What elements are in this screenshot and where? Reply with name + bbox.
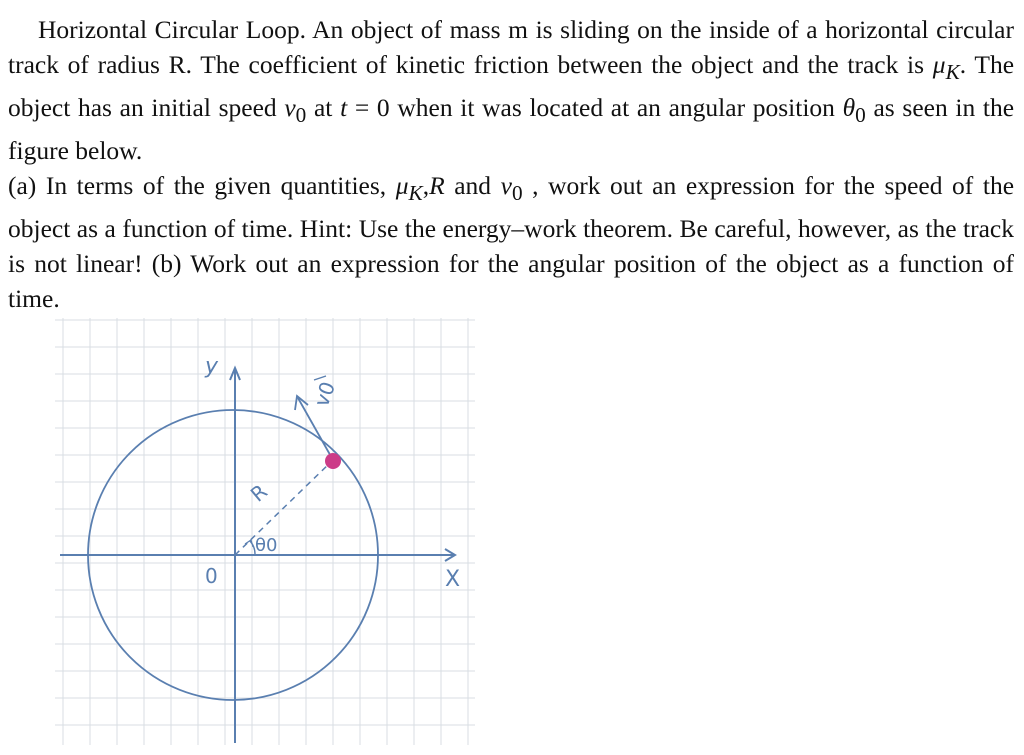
t-value: = 0: [347, 93, 390, 123]
theta-symbol: θ: [842, 93, 856, 123]
v-sub-a: 0: [511, 181, 523, 206]
v-symbol-a: v: [500, 171, 512, 201]
mu-symbol: μ: [932, 50, 946, 79]
mu-sub-a: K: [408, 181, 423, 206]
part-a-text2: , work out an expression for the speed of the object as a function of time. Hint: Use the energy–work theorem. Be careful, however, as the track is not linear!: [8, 171, 1015, 279]
intro-text2: . The object has an initial speed: [8, 50, 1015, 123]
part-b-label: (b): [151, 249, 182, 279]
v-sub: 0: [295, 103, 307, 128]
angle-label: θ0: [255, 535, 278, 556]
problem-title: Horizontal Circular Loop.: [38, 15, 306, 44]
problem-parts: [8, 168, 1014, 316]
circular-track-figure: [55, 318, 475, 745]
part-a-sep: ,: [422, 171, 430, 201]
mu-sub: K: [945, 60, 960, 85]
radius-label: R: [245, 479, 272, 507]
y-axis-label: y: [205, 354, 219, 379]
intro-text4: when it was located at an angular position: [397, 93, 835, 123]
part-a-and: and: [454, 171, 492, 201]
theta-sub: 0: [855, 103, 866, 128]
intro-text5: as seen in the figure below.: [8, 93, 1015, 166]
part-a-label: (a): [8, 171, 37, 201]
part-b-text: Work out an expression for the angular position of the object as a function of time.: [8, 249, 1014, 314]
sliding-object: [325, 453, 341, 469]
v-symbol: v: [284, 93, 296, 123]
intro-text3: at: [313, 93, 333, 123]
origin-label: 0: [205, 564, 218, 588]
x-axis-label: X: [445, 567, 461, 592]
part-a-text: In terms of the given quantities,: [45, 171, 387, 201]
t-symbol: t: [340, 93, 348, 123]
intro-text: An object of mass m is sliding on the inside of a horizontal circular track of radius R. The coefficient of kinetic friction between the object and the track is: [8, 15, 1014, 79]
problem-statement: [8, 12, 1014, 316]
grid-paper: [55, 318, 475, 745]
velocity-label: v0: [309, 378, 341, 410]
mu-symbol-a: μ: [395, 171, 409, 201]
r-symbol: R: [429, 171, 445, 201]
problem-intro: [8, 12, 1014, 168]
